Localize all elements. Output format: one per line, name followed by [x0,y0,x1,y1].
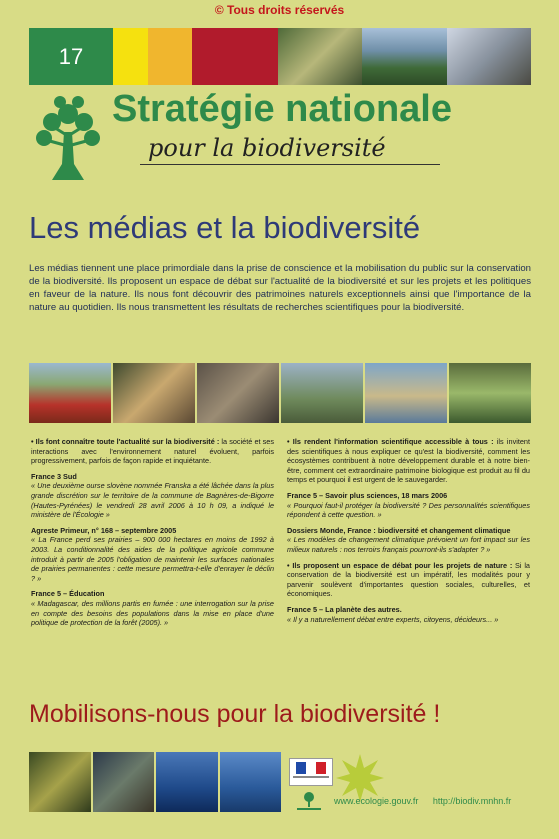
left-bullet-1-text: la société et ses interactions avec l'environnement naturel évoluent, parfois progressivement, parfois de façon rapide et inquiétante. [31,437,274,466]
stonechat-photo [447,28,531,85]
poppy-field-photo [29,363,111,423]
diver-2-photo [220,752,282,812]
right-source-2: Dossiers Monde, France : biodiversité et changement climatique [287,525,511,535]
grouper-photo [93,752,155,812]
fish-photo [197,363,279,423]
left-quote-2: « La France perd ses prairies – 900 000 hectares en moins de 1992 à 2003. La conditionnalité des aides de la politique agricole commune introduit à partir de 2005 l'obligation de maintenir les surfaces nationales de prairies permanentes : cette mesure permettra-t-elle d'enrayer le déclin ? » [31,535,274,583]
right-quote-1: « Pourquoi faut-il protéger la biodiversité ? Des personnalités scientifiques répondent à cette question. » [287,500,530,520]
left-bullet-1-heading: Ils font connaître toute l'actualité sur la biodiversité : [35,437,220,446]
people-meeting-photo [113,363,195,423]
left-quote-1: « Une deuxième ourse slovène nommée Franska a été lâchée dans la plus grande discrétion sur le territoire de la commune de Bagnères-de-Bigorre (Hautes-Pyrénées) le vendredi 28 avril 2006 à 10 h 09, a indiqué le ministère de l'Écologie » [31,481,274,520]
coastline-photo [362,28,446,85]
ministry-logo [289,758,333,786]
header-band [29,28,531,85]
right-bullet-1-text: ils invitent des scientifiques à nous expliquer ce qu'est la biodiversité, comment les écosystèmes contribuent à notre développement durable et à notre bien-être, comment cet extraordinaire patrimoine biologique est produit au fil du temps et pourquoi il est urgent de le sauvegarder. [287,437,531,485]
right-column: • Ils rendent l'information scientifique accessible à tous : ils invitent des scientifiques à nous expliquer ce qu'est la biodiversité, comment les écosystèmes contribuent à notre développement durable et à notre bien-être, comment cet extraordinaire patrimoine biologique est produit au fil du temps et pourquoi il est urgent de le sauvegarder. France 5 – Savoir plus sciences, 18 mars 2006 « Pourquoi faut-il protéger la biodiversité ? Des personnalités scientifiques répondent à cette question. » Dossiers Monde, France : biodiversité et changement climatique « Les modèles de changement climatique prévoient un fort impact sur les milieux naturels : nos terroirs français pourront-ils s'adapter ? » • Ils proposent un espace de débat pour les projets de nature : Si la conservation de la biodiversité est un impératif, les modalités pour y parvenir soulèvent d'importantes question sociales, culturelles, et économiques. France 5 – La planète des autres. « Il y a naturellement débat entre experts, citoyens, décideurs... » [287,437,531,624]
left-source-2: Agreste Primeur, n° 168 – septembre 2005 [31,525,177,535]
footer-links [334,796,523,806]
museum-logo-icon [293,790,325,812]
call-to-action: Mobilisons-nous pour la biodiversité ! [29,700,441,728]
ecologie-link[interactable]: www.ecologie.gouv.fr [334,796,419,806]
left-source-1: France 3 Sud [31,471,77,481]
mushroom-photo [29,752,91,812]
left-column: • Ils font connaître toute l'actualité sur la biodiversité : la société et ses interactions avec l'environnement naturel évoluent, parfois progressivement, parfois de façon rapide et inquiétante. France 3 Sud « Une deuxième ourse slovène nommée Franska a été lâchée dans la plus grande discrétion sur le territoire de la commune de Bagnères-de-Bigorre (Hautes-Pyrénées) le vendredi 28 avril 2006 à 10 h 09, a indiqué le ministère de l'Écologie » Agreste Primeur, n° 168 – septembre 2005 « La France perd ses prairies – 900 000 hectares en moins de 1992 à 2003. La conditionnalité des aides de la politique agricole commune introduit à partir de 2005 l'obligation de maintenir les surfaces nationales de prairies permanentes : cette mesure permettra-t-elle d'enrayer le déclin ? » France 5 – Éducation « Madagascar, des millions partis en fumée : une interrogation sur la prise en compte des besoins des populations dans la mise en place d'une politique de protection de la forêt (2005). » [31,437,274,628]
left-source-3: France 5 – Éducation [31,589,105,599]
orange-stripe [148,28,192,85]
irrigation-photo [449,363,531,423]
title-underline [140,164,440,165]
poster-subtitle: pour la biodiversité [148,134,386,162]
right-quote-3: « Il y a naturellement débat entre experts, citoyens, décideurs... » [287,614,499,624]
right-bullet-2-text: Si la conservation de la biodiversité est un impératif, les modalités pour y parvenir soulèvent d'importantes question sociales, culturelles, et économiques. [287,560,530,599]
landscape-photo [281,363,363,423]
bottom-photo-strip [29,752,281,812]
photo-strip [29,363,531,423]
tree-logo-icon [30,92,106,184]
bird-photo [278,28,362,85]
right-quote-2: « Les modèles de changement climatique prévoient un fort impact sur les milieux naturels : nos terroirs français pourront-ils s'adapter ? » [287,535,530,554]
right-bullet-1-heading: Ils rendent l'information scientifique accessible à tous : [292,437,494,446]
panel-number: 17 [29,28,113,85]
section-heading: Les médias et la biodiversité [29,210,421,245]
diver-photo [156,752,218,812]
right-source-1: France 5 – Savoir plus sciences, 18 mars 2006 [287,490,448,500]
red-stripe [192,28,278,85]
intro-paragraph: Les médias tiennent une place primordiale dans la prise de conscience et la mobilisation du public sur la conservation de la biodiversité. Ils proposent un espace de débat sur l'actualité de la biodiversité et sur les projets et les politiques en faveur de la nature. Ils nous font découvrir des patrimoines naturels exceptionnels ainsi que l'importance de la nature au quotidien. Ils nous transmettent les résultats de recherches scientifiques pour la biodiversité. [29,263,531,313]
poster-title: Stratégie nationale [112,88,452,130]
right-bullet-2-heading: Ils proposent un espace de débat pour les projets de nature : [292,560,513,570]
right-source-3: France 5 – La planète des autres. [287,604,402,614]
left-quote-3: « Madagascar, des millions partis en fumée : une interrogation sur la prise en compte des besoins des populations dans la mise en place d'une politique de protection de la forêt (2005). » [31,598,274,628]
yellow-stripe [113,28,148,85]
mnhn-link[interactable]: http://biodiv.mnhn.fr [432,796,512,806]
copyright-notice: © Tous droits réservés [214,3,345,17]
boat-photo [365,363,447,423]
